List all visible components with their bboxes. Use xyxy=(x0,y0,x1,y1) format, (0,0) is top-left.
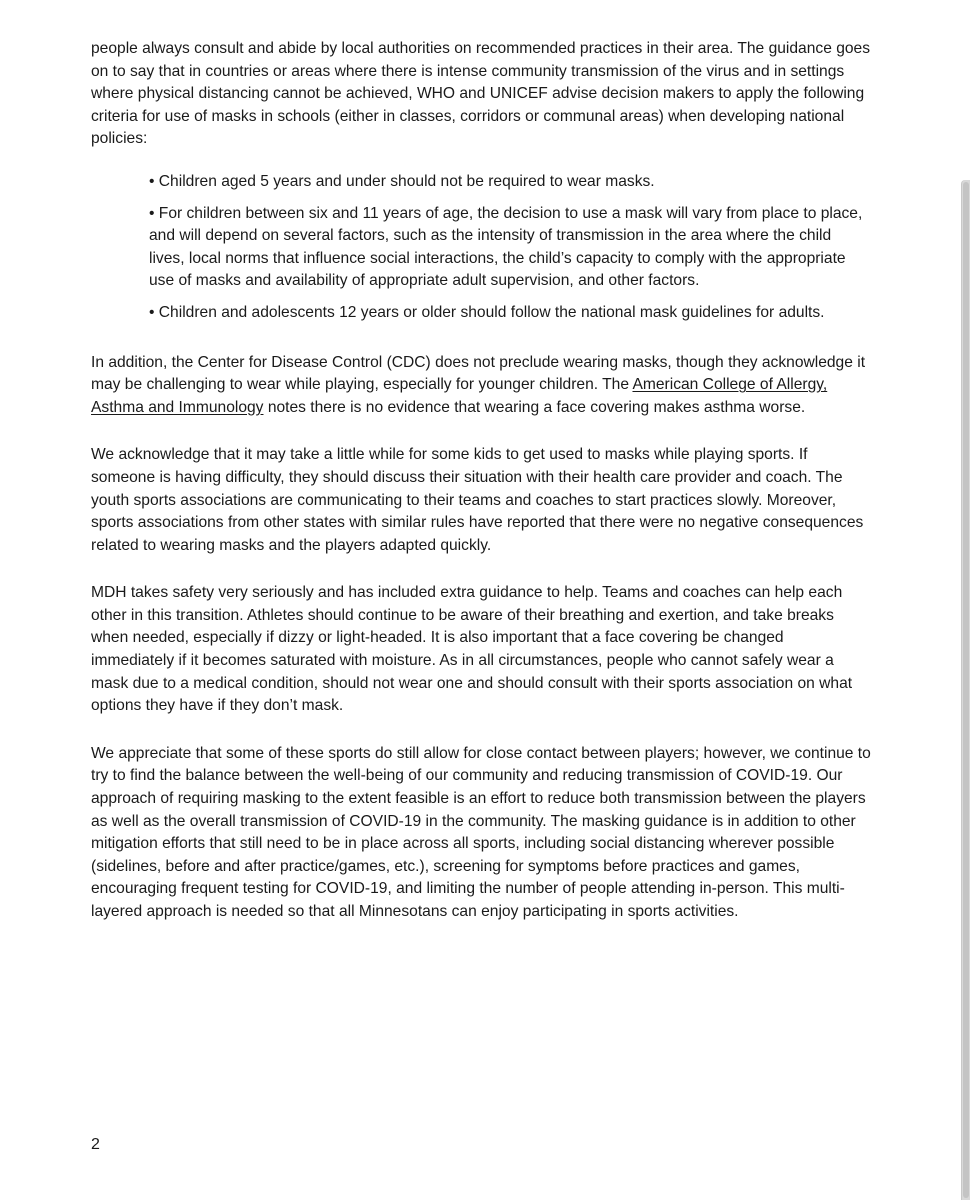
mask-criteria-list xyxy=(149,171,871,325)
scrollbar-thumb[interactable] xyxy=(963,182,969,1198)
document-body xyxy=(91,38,871,949)
paragraph-who-unicef-guidance: people always consult and abide by local authorities on recommended practices in their area. The guidance goes on to say that in countries or areas where there is intense community transmission of the virus and in settings where physical distancing cannot be achieved, WHO and UNICEF advise decision makers to apply the following criteria for use of masks in schools (either in classes, corridors or communal areas) when developing national policies: xyxy=(91,40,871,148)
list-item: • Children aged 5 years and under should not be required to wear masks. xyxy=(149,172,655,190)
page-number: 2 xyxy=(91,1136,100,1153)
paragraph-cdc-text-start: In addition, the Center for Disease Control (CDC) does not preclude wearing masks, though they acknowledge it may be challenging to wear while playing, especially for younger children. The xyxy=(91,353,866,394)
list-item: • For children between six and 11 years of age, the decision to use a mask will vary from place to place, and will depend on several factors, such as the intensity of transmission in the area where the child lives, local norms that influence social interactions, the child’s capacity to comply with the appropriate use of masks and availability of appropriate adult supervision, and other factors. xyxy=(149,204,863,290)
paragraph-cdc-text-end: notes there is no evidence that wearing a face covering makes asthma worse. xyxy=(263,398,806,416)
paragraph-cdc xyxy=(91,352,871,420)
paragraph-close-contact: We appreciate that some of these sports do still allow for close contact between players; however, we continue to try to find the balance between the well-being of our community and reducing transmission of COVID-19. Our approach of requiring masking to the extent feasible is an effort to reduce both transmission between the players as well as the overall transmission of COVID-19 in the community. The masking guidance is in addition to other mitigation efforts that still need to be in place across all sports, including social distancing wherever possible (sidelines, before and after practice/games, etc.), screening for symptoms before practices and games, encouraging frequent testing for COVID-19, and limiting the number of people attending in-person. This multi-layered approach is needed so that all Minnesotans can enjoy participating in sports activities. xyxy=(91,744,871,920)
list-item: • Children and adolescents 12 years or older should follow the national mask guidelines for adults. xyxy=(149,303,825,321)
paragraph-kids-adjusting: We acknowledge that it may take a little while for some kids to get used to masks while playing sports. If someone is having difficulty, they should discuss their situation with their health care provider and coach. The youth sports associations are communicating to their teams and coaches to start practices slowly. Moreover, sports associations from other states with similar rules have reported that there were no negative consequences related to wearing masks and the players adapted quickly. xyxy=(91,446,864,554)
paragraph-mdh-safety: MDH takes safety very seriously and has included extra guidance to help. Teams and coaches can help each other in this transition. Athletes should continue to be aware of their breathing and exertion, and take breaks when needed, especially if dizzy or light-headed. It is also important that a face covering be changed immediately if it becomes saturated with moisture. As in all circumstances, people who cannot safely wear a mask due to a medical condition, should not wear one and should consult with their sports association on what options they have if they don’t mask. xyxy=(91,584,853,715)
acaai-link[interactable]: American College of Allergy, Asthma and Immunology xyxy=(91,376,828,416)
